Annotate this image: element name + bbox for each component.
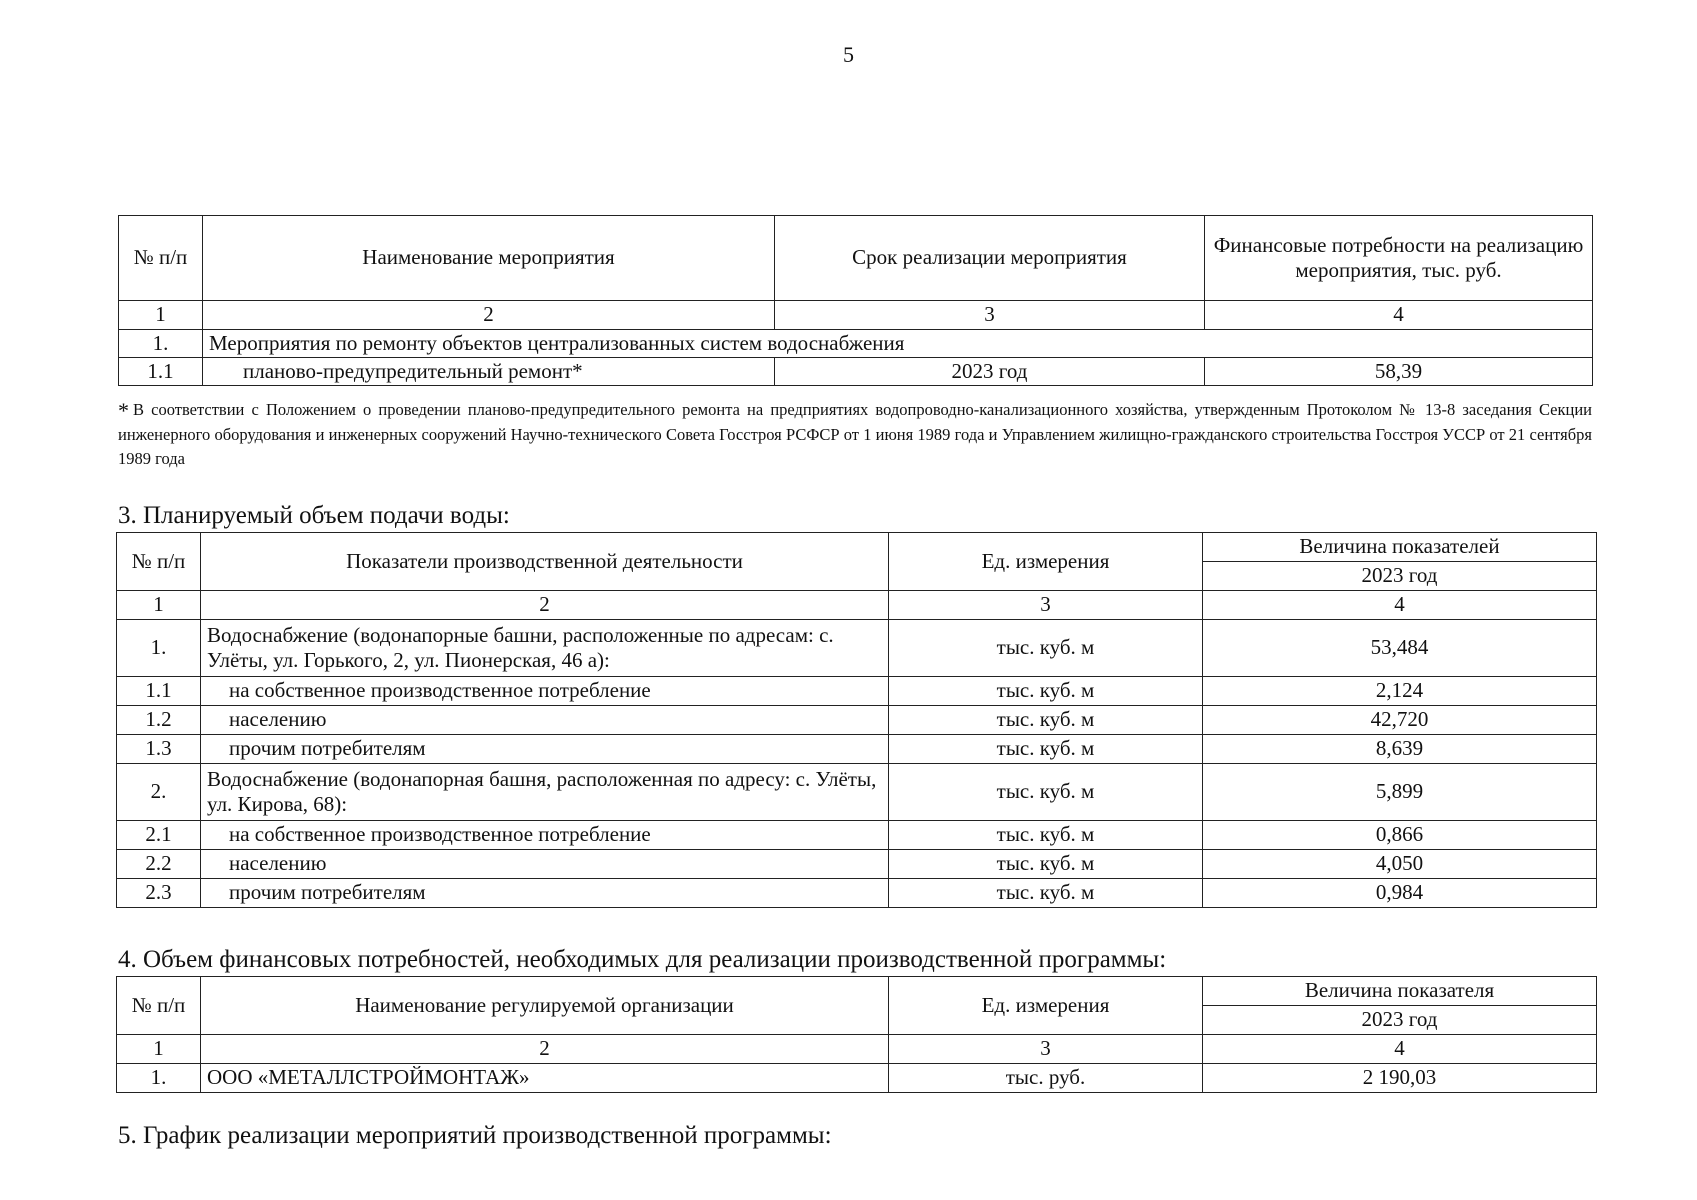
row-num: 1.1: [117, 677, 201, 706]
section-3-title: 3. Планируемый объем подачи воды:: [118, 502, 510, 529]
row-num: 1.: [117, 1064, 201, 1093]
header-num: № п/п: [117, 977, 201, 1035]
header-num: № п/п: [119, 216, 203, 301]
row-num: 1.: [117, 620, 201, 677]
section-num: 1.: [119, 330, 203, 358]
row-indicator: населению: [201, 706, 889, 735]
header-term: Срок реализации мероприятия: [775, 216, 1205, 301]
row-num: 2.3: [117, 879, 201, 908]
col-number: 1: [117, 1035, 201, 1064]
row-unit: тыс. куб. м: [889, 764, 1203, 821]
row-indicator: на собственное производственное потребление: [201, 677, 889, 706]
row-value: 2 190,03: [1203, 1064, 1597, 1093]
row-unit: тыс. руб.: [889, 1064, 1203, 1093]
row-unit: тыс. куб. м: [889, 735, 1203, 764]
table-row: [117, 764, 1597, 821]
table-row: [117, 879, 1597, 908]
row-unit: тыс. куб. м: [889, 850, 1203, 879]
row-amount: 58,39: [1205, 358, 1593, 386]
section-5-title: 5. График реализации мероприятий производственной программы:: [118, 1122, 832, 1149]
row-term: 2023 год: [775, 358, 1205, 386]
row-unit: тыс. куб. м: [889, 620, 1203, 677]
footnote-text: В соответствии с Положением о проведении планово-предупредительного ремонта на предприятиях водопроводно-канализационного хозяйства, утвержденным Протоколом № 13-8 заседания Секции инженерного оборудования и инженерных сооружений Научно-технического Совета Госстроя РСФСР от 1 июня 1989 года и Управлением жилищно-гражданского строительства Госстроя УССР от 21 сентября 1989 года: [118, 400, 1592, 468]
row-value: 0,984: [1203, 879, 1597, 908]
row-num: 1.1: [119, 358, 203, 386]
page-number: 5: [843, 42, 854, 67]
table-row: [117, 677, 1597, 706]
table-row: [117, 821, 1597, 850]
table-row: [117, 735, 1597, 764]
row-num: 2.2: [117, 850, 201, 879]
col-number: 2: [203, 301, 775, 330]
header-value-group: Величина показателя: [1203, 977, 1597, 1006]
section-4-title: 4. Объем финансовых потребностей, необходимых для реализации производственной программы:: [118, 946, 1167, 973]
header-indicator: Показатели производственной деятельности: [201, 533, 889, 591]
row-value: 0,866: [1203, 821, 1597, 850]
col-number: 3: [889, 1035, 1203, 1064]
row-indicator: населению: [201, 850, 889, 879]
row-indicator: Водоснабжение (водонапорные башни, расположенные по адресам: с. Улёты, ул. Горького, 2, ул. Пионерская, 46 а):: [201, 620, 889, 677]
col-number: 1: [119, 301, 203, 330]
activities-table: [118, 215, 1593, 386]
row-value: 5,899: [1203, 764, 1597, 821]
row-value: 2,124: [1203, 677, 1597, 706]
col-number: 4: [1203, 1035, 1597, 1064]
row-num: 2.: [117, 764, 201, 821]
row-indicator: на собственное производственное потребление: [201, 821, 889, 850]
header-year: 2023 год: [1203, 562, 1597, 591]
col-number: 2: [201, 1035, 889, 1064]
header-financial-needs: Финансовые потребности на реализацию мероприятия, тыс. руб.: [1205, 216, 1593, 301]
header-num: № п/п: [117, 533, 201, 591]
row-num: 1.3: [117, 735, 201, 764]
financial-needs-table: [116, 976, 1597, 1093]
col-number: 3: [775, 301, 1205, 330]
row-num: 1.2: [117, 706, 201, 735]
table-row: [117, 620, 1597, 677]
row-value: 8,639: [1203, 735, 1597, 764]
table-row: [119, 358, 1593, 386]
row-value: 42,720: [1203, 706, 1597, 735]
col-number: 1: [117, 591, 201, 620]
row-unit: тыс. куб. м: [889, 879, 1203, 908]
row-activity-name: планово-предупредительный ремонт*: [203, 358, 775, 386]
header-year: 2023 год: [1203, 1006, 1597, 1035]
row-value: 4,050: [1203, 850, 1597, 879]
section-title: Мероприятия по ремонту объектов централизованных систем водоснабжения: [203, 330, 1593, 358]
col-number: 2: [201, 591, 889, 620]
row-value: 53,484: [1203, 620, 1597, 677]
col-number: 3: [889, 591, 1203, 620]
row-org: ООО «МЕТАЛЛСТРОЙМОНТАЖ»: [201, 1064, 889, 1093]
row-unit: тыс. куб. м: [889, 706, 1203, 735]
table-row: [117, 1064, 1597, 1093]
header-unit: Ед. измерения: [889, 977, 1203, 1035]
row-indicator: прочим потребителям: [201, 879, 889, 908]
row-unit: тыс. куб. м: [889, 821, 1203, 850]
header-value-group: Величина показателей: [1203, 533, 1597, 562]
table-row: [117, 850, 1597, 879]
header-org: Наименование регулируемой организации: [201, 977, 889, 1035]
header-unit: Ед. измерения: [889, 533, 1203, 591]
footnote: [118, 398, 1592, 471]
row-indicator: прочим потребителям: [201, 735, 889, 764]
footnote-mark: *: [118, 398, 129, 423]
col-number: 4: [1203, 591, 1597, 620]
row-unit: тыс. куб. м: [889, 677, 1203, 706]
table-row: [117, 706, 1597, 735]
col-number: 4: [1205, 301, 1593, 330]
header-activity-name: Наименование мероприятия: [203, 216, 775, 301]
row-num: 2.1: [117, 821, 201, 850]
row-indicator: Водоснабжение (водонапорная башня, расположенная по адресу: с. Улёты, ул. Кирова, 68):: [201, 764, 889, 821]
water-supply-table: [116, 532, 1597, 908]
